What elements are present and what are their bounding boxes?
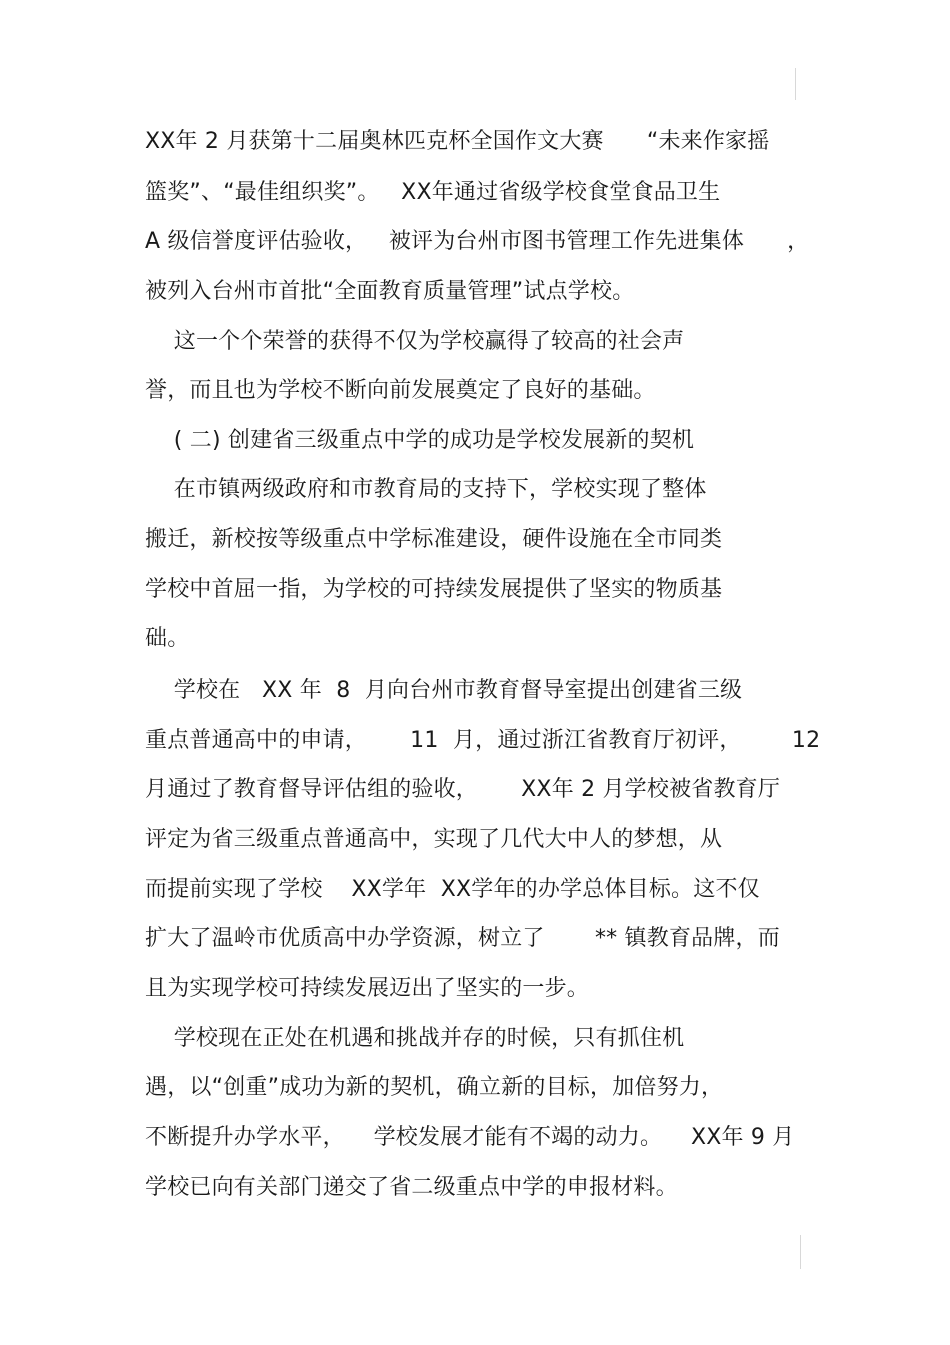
text-line-3: A 级信誉度评估验收， 被评为台州市图书管理工作先进集体 ，: [145, 229, 810, 254]
text-line-22: 学校已向有关部门递交了省二级重点中学的申报材料。: [145, 1175, 678, 1200]
text-line-13: 重点普通高中的申请， 11 月，通过浙江省教育厅初评， 12: [145, 728, 821, 753]
text-line-11: 础。: [145, 626, 190, 651]
text-line-1: XX年 2 月获第十二届奥林匹克杯全国作文大赛 “未来作家摇: [145, 129, 770, 154]
text-line-6: 誉，而且也为学校不断向前发展奠定了良好的基础。: [145, 378, 656, 403]
text-line-19: 学校现在正处在机遇和挑战并存的时候，只有抓住机: [145, 1026, 685, 1051]
text-line-2: 篮奖”、“最佳组织奖”。 XX年通过省级学校食堂食品卫生: [145, 180, 721, 205]
text-line-10: 学校中首屈一指，为学校的可持续发展提供了坚实的物质基: [145, 577, 723, 602]
text-line-15: 评定为省三级重点普通高中，实现了几代大中人的梦想，从: [145, 827, 723, 852]
text-line-17: 扩大了温岭市优质高中办学资源，树立了 ** 镇教育品牌，而: [145, 926, 780, 951]
text-line-12: 学校在 XX 年 8 月向台州市教育督导室提出创建省三级: [145, 678, 743, 703]
text-line-8: 在市镇两级政府和市教育局的支持下，学校实现了整体: [145, 477, 707, 502]
text-line-4: 被列入台州市首批“全面教育质量管理”试点学校。: [145, 279, 635, 304]
text-line-18: 且为实现学校可持续发展迈出了坚实的一步。: [145, 976, 590, 1001]
text-line-9: 搬迁，新校按等级重点中学标准建设，硬件设施在全市同类: [145, 527, 723, 552]
text-line-20: 遇，以“创重”成功为新的契机，确立新的目标，加倍努力，: [145, 1075, 724, 1100]
section-heading: ( 二) 创建省三级重点中学的成功是学校发展新的契机: [145, 428, 695, 453]
text-line-5: 这一个个荣誉的获得不仅为学校赢得了较高的社会声: [145, 329, 685, 354]
text-line-21: 不断提升办学水平， 学校发展才能有不竭的动力。 XX年 9 月: [145, 1125, 795, 1150]
text-line-16: 而提前实现了学校 XX学年 XX学年的办学总体目标。这不仅: [145, 877, 760, 902]
text-line-14: 月通过了教育督导评估组的验收， XX年 2 月学校被省教育厅: [145, 777, 781, 802]
page-edge-mark-top: [795, 68, 796, 100]
page-edge-mark-bottom: [800, 1235, 801, 1269]
